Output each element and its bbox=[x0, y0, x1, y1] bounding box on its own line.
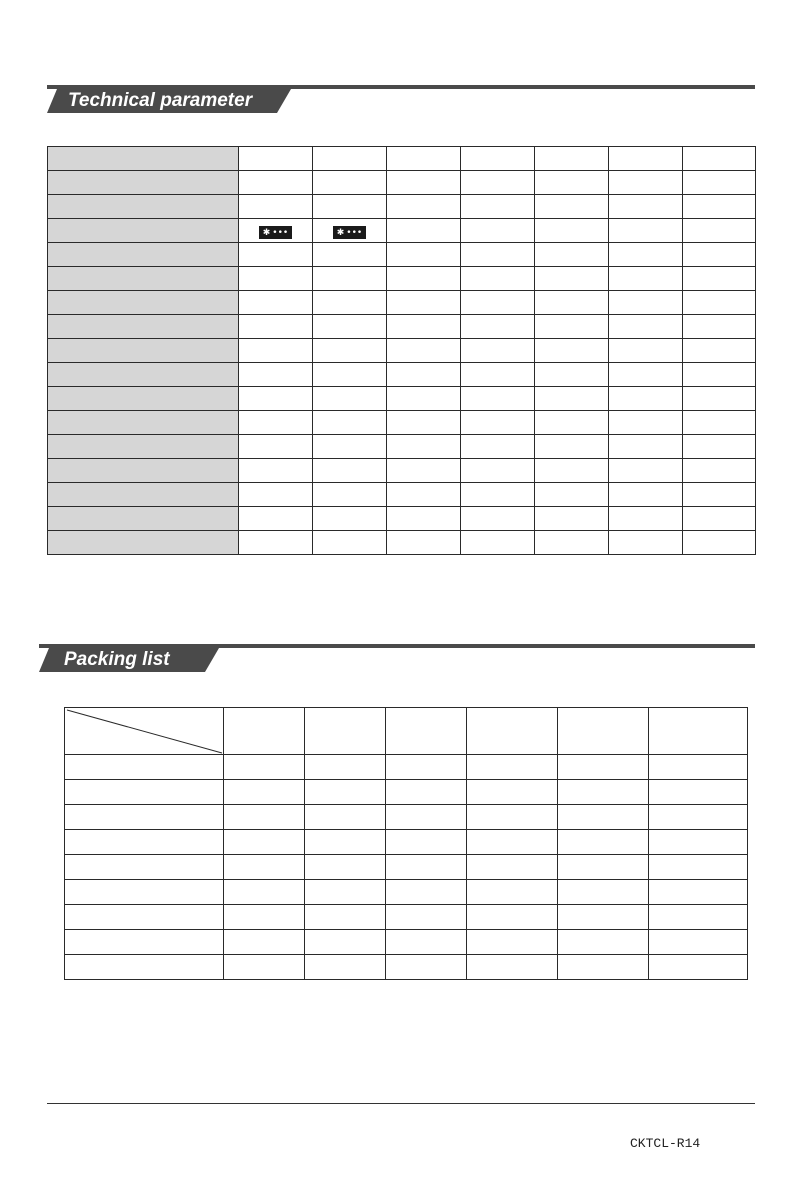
packing-qty-cell bbox=[558, 805, 649, 830]
packing-qty-cell bbox=[558, 955, 649, 980]
tech-label-cell bbox=[48, 147, 239, 171]
document-code: CKTCL-R14 bbox=[630, 1136, 701, 1151]
packing-qty-cell bbox=[386, 930, 467, 955]
packing-qty-cell bbox=[305, 905, 386, 930]
packing-list-header bbox=[39, 644, 755, 674]
tech-value-cell bbox=[239, 147, 313, 171]
tech-value-cell bbox=[313, 387, 387, 411]
packing-qty-cell bbox=[649, 805, 748, 830]
tech-value-cell bbox=[461, 171, 535, 195]
tech-value-cell bbox=[387, 147, 461, 171]
tech-value-cell bbox=[609, 531, 683, 555]
tech-value-cell bbox=[461, 483, 535, 507]
snowflake-star: ✱ bbox=[336, 227, 345, 238]
packing-qty-cell bbox=[386, 955, 467, 980]
tech-value-cell bbox=[239, 339, 313, 363]
tech-value-cell bbox=[683, 339, 756, 363]
tech-value-cell bbox=[535, 243, 609, 267]
tech-value-cell bbox=[461, 291, 535, 315]
packing-list-table bbox=[64, 707, 748, 980]
packing-list-title: Packing list bbox=[64, 649, 170, 670]
tech-value-cell bbox=[387, 315, 461, 339]
tech-value-cell bbox=[313, 483, 387, 507]
packing-qty-cell bbox=[386, 855, 467, 880]
tech-value-cell bbox=[683, 243, 756, 267]
packing-qty-cell bbox=[558, 855, 649, 880]
tech-label-cell bbox=[48, 435, 239, 459]
packing-qty-cell bbox=[224, 955, 305, 980]
packing-header-cell bbox=[558, 708, 649, 755]
snowflake-dots: ••• bbox=[272, 227, 289, 238]
tech-label-cell bbox=[48, 459, 239, 483]
tech-value-cell bbox=[461, 531, 535, 555]
packing-qty-cell bbox=[305, 880, 386, 905]
tech-value-cell bbox=[239, 411, 313, 435]
tech-value-cell bbox=[535, 171, 609, 195]
tech-table-row bbox=[48, 291, 756, 315]
tech-value-cell bbox=[313, 507, 387, 531]
packing-qty-cell bbox=[224, 905, 305, 930]
tech-value-cell bbox=[387, 195, 461, 219]
tech-label-cell bbox=[48, 243, 239, 267]
tech-value-cell bbox=[239, 195, 313, 219]
tech-value-cell bbox=[683, 171, 756, 195]
tech-value-cell bbox=[239, 219, 313, 243]
tech-value-cell bbox=[535, 195, 609, 219]
packing-qty-cell bbox=[305, 955, 386, 980]
packing-table-row bbox=[65, 755, 748, 780]
packing-qty-cell bbox=[467, 930, 558, 955]
tech-value-cell bbox=[535, 363, 609, 387]
tech-table-row bbox=[48, 195, 756, 219]
tech-value-cell bbox=[313, 243, 387, 267]
packing-qty-cell bbox=[467, 905, 558, 930]
packing-qty-cell bbox=[649, 880, 748, 905]
tech-value-cell bbox=[609, 483, 683, 507]
tech-value-cell bbox=[609, 291, 683, 315]
tech-value-cell bbox=[387, 483, 461, 507]
packing-qty-cell bbox=[467, 805, 558, 830]
packing-qty-cell bbox=[386, 905, 467, 930]
tech-table-row bbox=[48, 531, 756, 555]
tech-label-cell bbox=[48, 219, 239, 243]
packing-qty-cell bbox=[558, 755, 649, 780]
tech-label-cell bbox=[48, 507, 239, 531]
tech-value-cell bbox=[609, 435, 683, 459]
packing-qty-cell bbox=[386, 805, 467, 830]
tech-label-cell bbox=[48, 339, 239, 363]
tech-value-cell bbox=[683, 411, 756, 435]
tech-value-cell bbox=[387, 243, 461, 267]
packing-qty-cell bbox=[305, 830, 386, 855]
tech-value-cell bbox=[387, 435, 461, 459]
technical-parameter-table bbox=[47, 146, 756, 555]
tech-label-cell bbox=[48, 315, 239, 339]
tech-value-cell bbox=[461, 411, 535, 435]
tech-table-row bbox=[48, 459, 756, 483]
tech-value-cell bbox=[239, 291, 313, 315]
packing-qty-cell bbox=[467, 955, 558, 980]
tech-value-cell bbox=[461, 147, 535, 171]
tech-value-cell bbox=[535, 435, 609, 459]
packing-qty-cell bbox=[305, 780, 386, 805]
snowflake-icon bbox=[259, 226, 292, 239]
tech-table-row bbox=[48, 171, 756, 195]
packing-qty-cell bbox=[649, 830, 748, 855]
tech-value-cell bbox=[387, 339, 461, 363]
packing-qty-cell bbox=[467, 880, 558, 905]
diagonal-line bbox=[65, 708, 224, 755]
packing-qty-cell bbox=[558, 930, 649, 955]
tech-value-cell bbox=[387, 387, 461, 411]
tech-value-cell bbox=[535, 483, 609, 507]
tech-value-cell bbox=[313, 267, 387, 291]
packing-header-cell bbox=[386, 708, 467, 755]
tech-value-cell bbox=[313, 435, 387, 459]
packing-qty-cell bbox=[386, 830, 467, 855]
tech-value-cell bbox=[239, 267, 313, 291]
packing-qty-cell bbox=[467, 830, 558, 855]
tech-value-cell bbox=[387, 219, 461, 243]
tech-value-cell bbox=[387, 411, 461, 435]
tech-value-cell bbox=[683, 219, 756, 243]
tech-label-cell bbox=[48, 387, 239, 411]
packing-header-cell bbox=[224, 708, 305, 755]
packing-qty-cell bbox=[649, 755, 748, 780]
tech-value-cell bbox=[683, 315, 756, 339]
packing-qty-cell bbox=[649, 955, 748, 980]
tech-value-cell bbox=[535, 339, 609, 363]
tech-label-cell bbox=[48, 195, 239, 219]
tech-value-cell bbox=[609, 147, 683, 171]
snowflake-star: ✱ bbox=[262, 227, 271, 238]
tech-value-cell bbox=[461, 315, 535, 339]
packing-header-cell bbox=[649, 708, 748, 755]
tech-value-cell bbox=[313, 147, 387, 171]
tech-value-cell bbox=[683, 387, 756, 411]
tech-table-row bbox=[48, 147, 756, 171]
tech-table-row bbox=[48, 411, 756, 435]
tech-table-row bbox=[48, 243, 756, 267]
tech-label-cell bbox=[48, 267, 239, 291]
tech-value-cell bbox=[239, 171, 313, 195]
packing-table-row bbox=[65, 905, 748, 930]
tech-value-cell bbox=[313, 411, 387, 435]
tech-value-cell bbox=[683, 267, 756, 291]
packing-item-cell bbox=[65, 805, 224, 830]
packing-qty-cell bbox=[649, 855, 748, 880]
tech-value-cell bbox=[239, 435, 313, 459]
packing-table-row bbox=[65, 880, 748, 905]
tech-value-cell bbox=[313, 339, 387, 363]
packing-qty-cell bbox=[649, 905, 748, 930]
tech-value-cell bbox=[313, 171, 387, 195]
tech-label-cell bbox=[48, 531, 239, 555]
tech-table-row bbox=[48, 435, 756, 459]
snowflake-dots: ••• bbox=[346, 227, 363, 238]
tech-table-row bbox=[48, 315, 756, 339]
technical-parameter-header bbox=[47, 85, 755, 115]
packing-item-cell bbox=[65, 955, 224, 980]
packing-table-row bbox=[65, 930, 748, 955]
tech-value-cell bbox=[609, 243, 683, 267]
tech-value-cell bbox=[683, 363, 756, 387]
tech-label-cell bbox=[48, 411, 239, 435]
tech-value-cell bbox=[683, 507, 756, 531]
packing-qty-cell bbox=[558, 880, 649, 905]
tech-value-cell bbox=[313, 363, 387, 387]
tech-value-cell bbox=[535, 291, 609, 315]
tech-value-cell bbox=[609, 195, 683, 219]
tech-value-cell bbox=[461, 363, 535, 387]
packing-qty-cell bbox=[386, 880, 467, 905]
tech-value-cell bbox=[239, 315, 313, 339]
packing-qty-cell bbox=[386, 755, 467, 780]
packing-qty-cell bbox=[467, 780, 558, 805]
tech-value-cell bbox=[387, 459, 461, 483]
tech-value-cell bbox=[609, 507, 683, 531]
tech-value-cell bbox=[387, 531, 461, 555]
tech-value-cell bbox=[461, 195, 535, 219]
packing-qty-cell bbox=[305, 755, 386, 780]
tech-value-cell bbox=[461, 339, 535, 363]
tech-value-cell bbox=[239, 243, 313, 267]
packing-table-row bbox=[65, 855, 748, 880]
tech-table-row bbox=[48, 219, 756, 243]
tech-value-cell bbox=[609, 267, 683, 291]
packing-item-cell bbox=[65, 755, 224, 780]
packing-qty-cell bbox=[558, 905, 649, 930]
tech-value-cell bbox=[609, 315, 683, 339]
tech-table-row bbox=[48, 507, 756, 531]
packing-qty-cell bbox=[649, 930, 748, 955]
packing-table-row bbox=[65, 780, 748, 805]
packing-item-cell bbox=[65, 930, 224, 955]
packing-table-row bbox=[65, 830, 748, 855]
packing-qty-cell bbox=[467, 855, 558, 880]
tech-value-cell bbox=[609, 363, 683, 387]
footer-rule bbox=[47, 1103, 755, 1104]
tech-label-cell bbox=[48, 363, 239, 387]
tech-value-cell bbox=[683, 195, 756, 219]
tech-value-cell bbox=[535, 507, 609, 531]
tech-value-cell bbox=[609, 411, 683, 435]
tech-value-cell bbox=[239, 507, 313, 531]
tech-value-cell bbox=[313, 291, 387, 315]
tech-value-cell bbox=[609, 219, 683, 243]
tech-value-cell bbox=[313, 531, 387, 555]
tech-value-cell bbox=[535, 411, 609, 435]
tech-value-cell bbox=[239, 459, 313, 483]
tech-table-row bbox=[48, 387, 756, 411]
packing-header-cell bbox=[467, 708, 558, 755]
tech-value-cell bbox=[683, 435, 756, 459]
packing-qty-cell bbox=[224, 830, 305, 855]
tech-value-cell bbox=[683, 459, 756, 483]
tech-value-cell bbox=[609, 339, 683, 363]
tech-table-row bbox=[48, 483, 756, 507]
tech-value-cell bbox=[683, 531, 756, 555]
packing-qty-cell bbox=[224, 880, 305, 905]
tech-value-cell bbox=[535, 531, 609, 555]
tech-value-cell bbox=[535, 315, 609, 339]
tech-value-cell bbox=[461, 267, 535, 291]
tech-value-cell bbox=[461, 435, 535, 459]
tech-value-cell bbox=[609, 387, 683, 411]
tech-value-cell bbox=[313, 459, 387, 483]
packing-qty-cell bbox=[467, 755, 558, 780]
tech-value-cell bbox=[609, 459, 683, 483]
packing-qty-cell bbox=[558, 780, 649, 805]
tech-value-cell bbox=[387, 363, 461, 387]
tech-value-cell bbox=[461, 459, 535, 483]
packing-qty-cell bbox=[649, 780, 748, 805]
packing-qty-cell bbox=[224, 755, 305, 780]
packing-qty-cell bbox=[224, 930, 305, 955]
tech-table-row bbox=[48, 363, 756, 387]
packing-qty-cell bbox=[386, 780, 467, 805]
tech-value-cell bbox=[387, 507, 461, 531]
tech-value-cell bbox=[535, 387, 609, 411]
tech-value-cell bbox=[683, 291, 756, 315]
tech-value-cell bbox=[461, 507, 535, 531]
packing-item-cell bbox=[65, 830, 224, 855]
packing-item-cell bbox=[65, 855, 224, 880]
packing-qty-cell bbox=[224, 805, 305, 830]
tech-value-cell bbox=[461, 219, 535, 243]
tech-label-cell bbox=[48, 171, 239, 195]
packing-qty-cell bbox=[558, 830, 649, 855]
tech-value-cell bbox=[387, 171, 461, 195]
tech-value-cell bbox=[387, 267, 461, 291]
tech-value-cell bbox=[313, 195, 387, 219]
tech-value-cell bbox=[535, 147, 609, 171]
packing-item-cell bbox=[65, 905, 224, 930]
packing-list-header-row bbox=[65, 708, 748, 755]
tech-value-cell bbox=[609, 171, 683, 195]
tech-label-cell bbox=[48, 483, 239, 507]
tech-value-cell bbox=[535, 219, 609, 243]
tech-value-cell bbox=[239, 387, 313, 411]
tech-value-cell bbox=[239, 483, 313, 507]
tech-value-cell bbox=[313, 315, 387, 339]
packing-qty-cell bbox=[305, 855, 386, 880]
tech-label-cell bbox=[48, 291, 239, 315]
packing-item-cell bbox=[65, 880, 224, 905]
tech-value-cell bbox=[683, 483, 756, 507]
tech-value-cell bbox=[461, 387, 535, 411]
snowflake-icon bbox=[333, 226, 366, 239]
packing-header-cell bbox=[305, 708, 386, 755]
tech-value-cell bbox=[239, 363, 313, 387]
tech-value-cell bbox=[387, 291, 461, 315]
packing-item-cell bbox=[65, 780, 224, 805]
diagonal-header-cell bbox=[65, 708, 224, 755]
tech-value-cell bbox=[535, 267, 609, 291]
tech-value-cell bbox=[313, 219, 387, 243]
tech-table-row bbox=[48, 339, 756, 363]
packing-qty-cell bbox=[224, 855, 305, 880]
packing-qty-cell bbox=[305, 930, 386, 955]
packing-qty-cell bbox=[305, 805, 386, 830]
packing-table-row bbox=[65, 805, 748, 830]
technical-parameter-title: Technical parameter bbox=[68, 90, 253, 111]
tech-table-row bbox=[48, 267, 756, 291]
packing-qty-cell bbox=[224, 780, 305, 805]
tech-value-cell bbox=[683, 147, 756, 171]
tech-value-cell bbox=[239, 531, 313, 555]
packing-table-row bbox=[65, 955, 748, 980]
tech-value-cell bbox=[535, 459, 609, 483]
tech-value-cell bbox=[461, 243, 535, 267]
